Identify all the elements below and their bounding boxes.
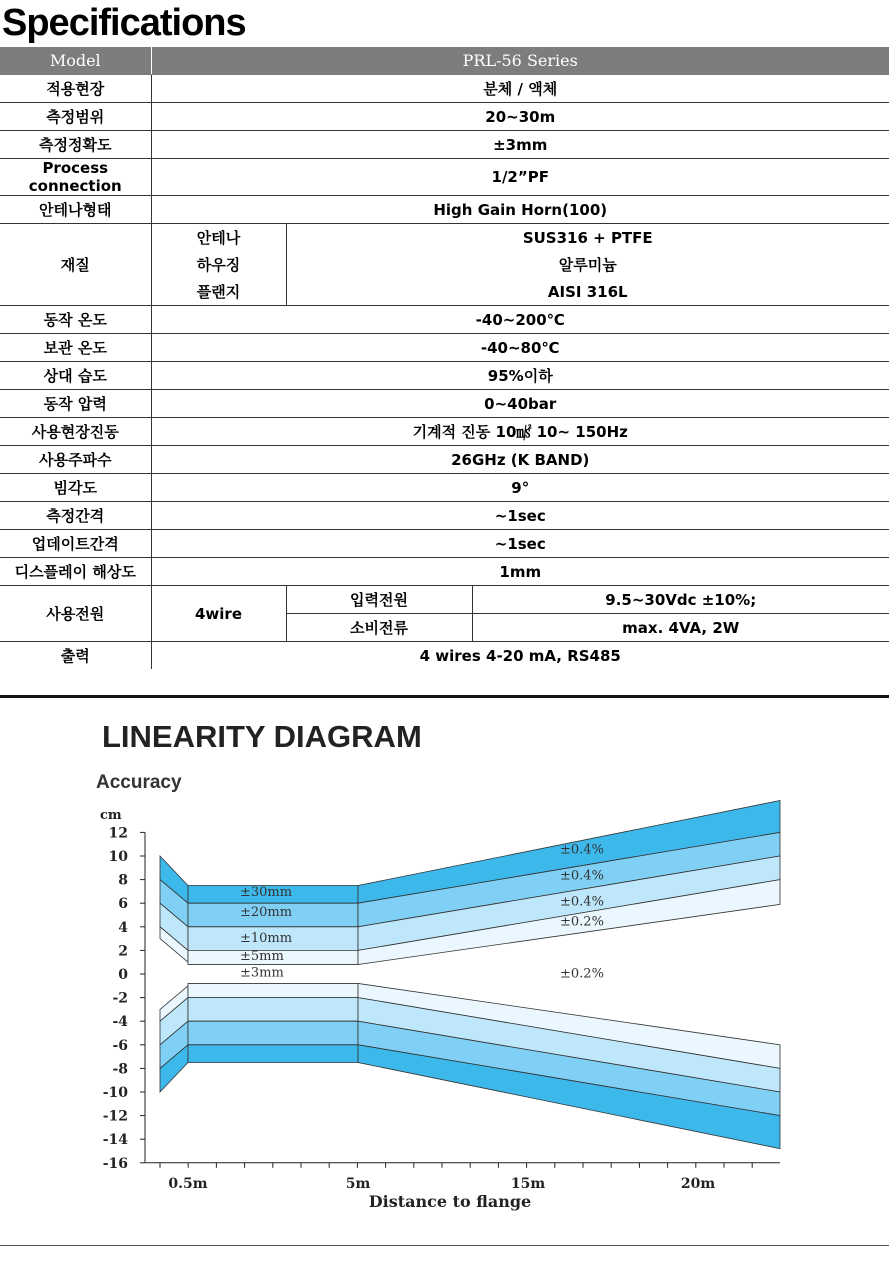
diagram-title: LINEARITY DIAGRAM [102, 719, 422, 754]
material-value: SUS316 + PTFE [286, 224, 889, 252]
x-tick-label: 0.5m [168, 1175, 208, 1192]
table-row [0, 474, 889, 502]
table-row [0, 131, 889, 159]
spec-value: -40~80℃ [151, 334, 889, 362]
material-value: AISI 316L [286, 278, 889, 306]
y-tick-label: -16 [102, 1155, 128, 1172]
table-row [0, 390, 889, 418]
table-row [0, 418, 889, 446]
page-title: Specifications [2, 2, 246, 44]
output-value: 4 wires 4-20 mA, RS485 [419, 646, 621, 665]
y-axis-unit: cm [100, 808, 122, 823]
table-row [0, 196, 889, 224]
table-row [0, 446, 889, 474]
band-mid-lower-20 [188, 1021, 358, 1045]
y-tick-label: -6 [112, 1037, 128, 1054]
y-tick-label: -8 [112, 1061, 128, 1078]
table-row [0, 306, 889, 334]
spec-label: Process connection [0, 159, 151, 196]
spec-value: High Gain Horn(100) [151, 196, 889, 224]
spec-value: 20~30m [151, 103, 889, 131]
band-label: ±3mm [240, 965, 284, 981]
spec-value: 95%이하 [151, 362, 889, 390]
y-tick-label: -10 [102, 1085, 128, 1101]
spec-label: 측정정확도 [0, 131, 151, 159]
spec-value: 26GHz (K BAND) [151, 446, 889, 474]
table-row [0, 47, 889, 75]
band-mid-lower-10 [188, 998, 358, 1022]
band-label: ±0.2% [560, 914, 604, 930]
spec-value: ±3mm [151, 131, 889, 159]
spec-value: 1/2”PF [151, 159, 889, 196]
material-value: 알루미늄 [286, 251, 889, 278]
y-tick-label: -12 [102, 1108, 128, 1125]
table-row [0, 103, 889, 131]
y-tick-label: -14 [102, 1132, 128, 1149]
spec-value: 0~40bar [151, 390, 889, 418]
spec-label: 측정간격 [0, 502, 151, 530]
table-row [0, 224, 889, 252]
spec-value: 1mm [151, 558, 889, 586]
power-item-name: 소비전류 [286, 614, 472, 642]
table-row [0, 159, 889, 196]
table-row [0, 586, 889, 614]
band-label: ±0.4% [560, 894, 604, 910]
band-label: ±20mm [240, 905, 293, 921]
table-row [0, 502, 889, 530]
spec-label: 디스플레이 해상도 [0, 558, 151, 586]
x-axis-label: Distance to flange [368, 1191, 532, 1211]
spec-label: 보관 온도 [0, 334, 151, 362]
spec-label: 안테나형태 [0, 196, 151, 224]
bottom-divider [0, 1245, 889, 1246]
power-label: 사용전원 [0, 586, 151, 642]
y-tick-label: 6 [118, 896, 128, 913]
spec-label: 사용주파수 [0, 446, 151, 474]
band-label: ±5mm [240, 948, 284, 964]
y-tick-label: -4 [112, 1014, 128, 1031]
power-item-value: 9.5~30Vdc ±10%; [472, 586, 889, 614]
spec-value: -40~200℃ [151, 306, 889, 334]
spec-value: 분체 / 액체 [151, 75, 889, 103]
y-tick-label: 2 [118, 943, 128, 960]
power-wire: 4wire [151, 586, 286, 642]
section-divider [0, 695, 889, 698]
specifications-table [0, 47, 889, 669]
x-tick-label: 15m [510, 1175, 546, 1192]
band-label: ±30mm [240, 885, 293, 901]
linearity-diagram [0, 700, 889, 1240]
spec-value: ~1sec [151, 502, 889, 530]
material-part: 플랜지 [151, 278, 286, 306]
spec-value: ~1sec [151, 530, 889, 558]
table-row [0, 75, 889, 103]
x-tick-label: 20m [680, 1175, 716, 1192]
spec-label: 동작 온도 [0, 306, 151, 334]
y-tick-label: -2 [112, 990, 128, 1007]
spec-label: 업데이트간격 [0, 530, 151, 558]
spec-label: 적용현장 [0, 75, 151, 103]
band-label: ±0.4% [560, 842, 604, 858]
band-mid-lower-5 [188, 983, 358, 997]
table-row [0, 558, 889, 586]
band-label: ±10mm [240, 931, 293, 947]
spec-label: 사용현장진동 [0, 418, 151, 446]
spec-label: 상대 습도 [0, 362, 151, 390]
model-value: PRL-56 Series [151, 47, 889, 75]
band-label: ±0.2% [560, 966, 604, 982]
material-label: 재질 [0, 224, 151, 306]
x-tick-label: 5m [345, 1175, 371, 1192]
power-item-name: 입력전원 [286, 586, 472, 614]
y-tick-label: 8 [118, 872, 128, 889]
power-item-value: max. 4VA, 2W [472, 614, 889, 642]
y-tick-label: 10 [108, 849, 128, 865]
spec-label: 빔각도 [0, 474, 151, 502]
model-label: Model [0, 47, 151, 75]
table-row [0, 334, 889, 362]
band-label: ±0.4% [560, 868, 604, 884]
y-tick-label: 4 [118, 919, 128, 936]
output-label: 출력 [0, 642, 151, 670]
table-row [0, 642, 889, 670]
spec-value: 9° [151, 474, 889, 502]
y-tick-label: 12 [108, 825, 128, 842]
material-part: 하우징 [151, 251, 286, 278]
table-row [0, 530, 889, 558]
y-tick-label: 0 [118, 967, 128, 983]
spec-value: 기계적 진동 10㎨ 10~ 150Hz [151, 418, 889, 446]
spec-label: 동작 압력 [0, 390, 151, 418]
spec-label: 측정범위 [0, 103, 151, 131]
diagram-subtitle: Accuracy [96, 772, 182, 793]
material-part: 안테나 [151, 224, 286, 252]
table-row [0, 362, 889, 390]
band-mid-lower-30 [188, 1045, 358, 1063]
